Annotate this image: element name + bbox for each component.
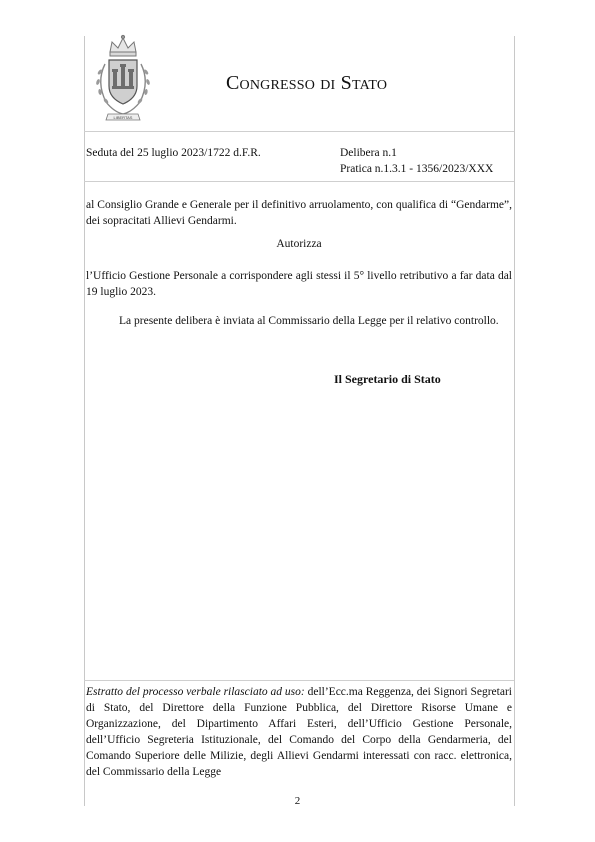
body-paragraph-2: l’Ufficio Gestione Personale a corrispondere agli stessi il 5° livello retributivo a far data dal 19 luglio 2023. <box>86 270 512 298</box>
delibera-number: Delibera n.1 <box>340 147 397 159</box>
footer-divider <box>84 680 514 681</box>
session-info: Seduta del 25 luglio 2023/1722 d.F.R. <box>86 147 261 159</box>
coat-of-arms-icon <box>88 34 158 126</box>
distribution-note <box>86 684 512 780</box>
header-divider <box>84 131 514 132</box>
distribution-label: Estratto del processo verbale rilasciato ad uso: <box>86 686 305 698</box>
signature-line: Il Segretario di Stato <box>334 372 441 386</box>
body-paragraph-1: al Consiglio Grande e Generale per il definitivo arruolamento, con qualifica di “Gendarme”, dei sopracitati Allievi Gendarmi. <box>86 199 512 227</box>
delibera-info <box>340 145 493 177</box>
right-margin-rule <box>514 36 515 806</box>
body-paragraph-3: La presente delibera è inviata al Commissario della Legge per il relativo controllo. <box>119 315 499 327</box>
page-number: 2 <box>294 795 301 807</box>
authorize-heading: Autorizza <box>276 238 322 250</box>
page-title: Congresso di Stato <box>226 72 388 94</box>
emblem-motto: LIBERTAS <box>113 115 133 120</box>
pratica-number: Pratica n.1.3.1 - 1356/2023/XXX <box>340 163 494 175</box>
left-margin-rule <box>84 36 85 806</box>
distribution-text: dell’Ecc.ma Reggenza, dei Signori Segretari di Stato, del Direttore della Funzione Pubblica, del Direttore Risorse Umane e Organizzazione, del Dipartimento Affari Esteri, dell’Ufficio Gestione Personale, dell’Ufficio Segreteria Istituzionale, del Comando del Corpo della Gendarmeria, del Comando Superiore delle Milizie, degli Allievi Gendarmi interessati con racc. elettronica, del Commissario della Legge <box>86 686 512 778</box>
meta-divider <box>84 181 514 182</box>
